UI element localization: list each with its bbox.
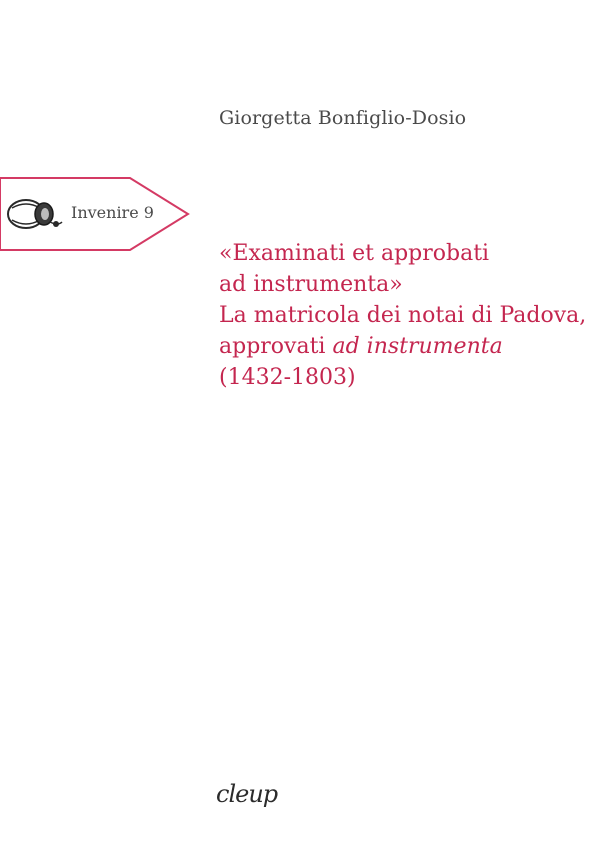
book-title bbox=[219, 238, 589, 393]
author-name: Giorgetta Bonfiglio-Dosio bbox=[219, 107, 467, 129]
title-line bbox=[219, 331, 589, 362]
series-tag bbox=[0, 176, 192, 252]
publisher-name: cleup bbox=[216, 780, 278, 808]
title-line-prefix: approvati bbox=[219, 334, 333, 359]
title-line: ad instrumenta» bbox=[219, 272, 403, 297]
series-label: Invenire 9 bbox=[71, 203, 154, 222]
title-line: La matricola dei notai di Padova, bbox=[219, 303, 587, 328]
title-line: «Examinati et approbati bbox=[219, 241, 490, 266]
title-line: (1432-1803) bbox=[219, 365, 356, 390]
title-line-italic: ad instrumenta bbox=[332, 334, 503, 359]
publisher-logo bbox=[216, 778, 286, 818]
